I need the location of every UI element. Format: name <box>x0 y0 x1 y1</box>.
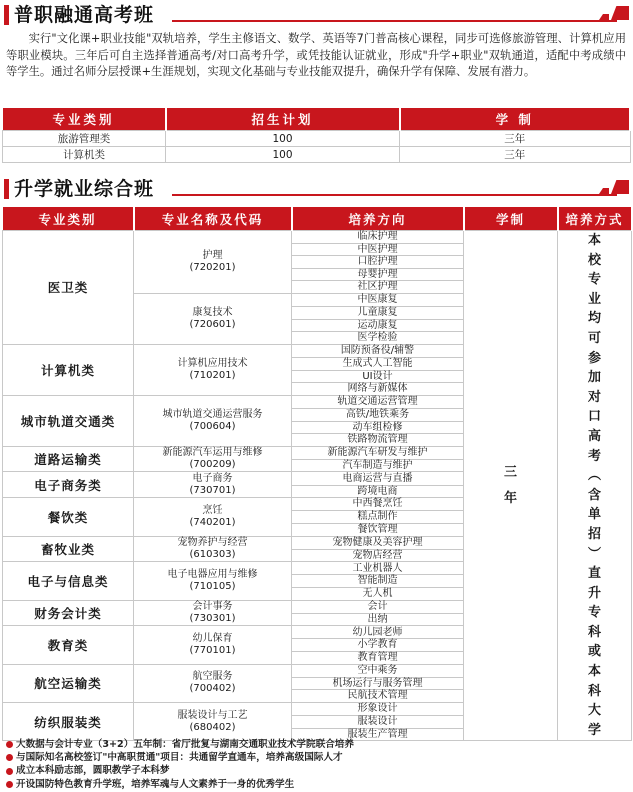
category-cell: 餐饮类 <box>3 498 134 536</box>
major-name: 幼儿保育 <box>192 632 233 644</box>
table-row <box>3 231 632 244</box>
system-char: 年 <box>503 490 517 506</box>
section1-accent-bar <box>4 5 9 25</box>
category-cell: 电子与信息类 <box>3 562 134 600</box>
direction-cell: 宠物健康及美容护理 <box>292 536 464 549</box>
direction-cell: 工业机器人 <box>292 562 464 575</box>
direction-cell: 宠物店经营 <box>292 549 464 562</box>
cell-category: 旅游管理类 <box>3 131 166 147</box>
mode-char: ︵ <box>587 468 601 484</box>
direction-cell: 无人机 <box>292 588 464 601</box>
major-cell <box>134 562 292 600</box>
major-name: 航空服务 <box>192 671 233 683</box>
mode-char: 参 <box>587 350 601 366</box>
major-cell <box>134 626 292 664</box>
direction-cell: 医学检验 <box>292 332 464 345</box>
major-code: (700604) <box>189 420 236 432</box>
section2-table <box>2 207 633 741</box>
direction-cell: 中西餐烹饪 <box>292 498 464 511</box>
direction-cell: 新能源汽车研发与维护 <box>292 446 464 459</box>
direction-cell: 机场运行与服务管理 <box>292 677 464 690</box>
section1-table <box>2 108 631 163</box>
direction-cell: 服装设计 <box>292 716 464 729</box>
mode-char: 对 <box>587 389 601 405</box>
direction-cell: UI设计 <box>292 370 464 383</box>
notes <box>6 738 626 791</box>
section2-header <box>0 176 633 202</box>
category-cell: 畜牧业类 <box>3 536 134 562</box>
direction-cell: 跨境电商 <box>292 485 464 498</box>
section2-rule <box>172 194 617 196</box>
cell-system: 三年 <box>400 131 631 147</box>
direction-cell: 汽车制造与维护 <box>292 459 464 472</box>
major-name: 电子电器应用与维修 <box>167 568 258 580</box>
major-name: 电子商务 <box>192 472 233 484</box>
category-cell: 教育类 <box>3 626 134 664</box>
category-cell: 计算机类 <box>3 344 134 395</box>
mode-char: 含 <box>587 487 601 503</box>
direction-cell: 母婴护理 <box>292 268 464 281</box>
category-cell: 电子商务类 <box>3 472 134 498</box>
mode-char: 单 <box>587 507 601 523</box>
major-cell <box>134 664 292 702</box>
section2-corner-deco-small <box>599 188 609 194</box>
major-cell <box>134 702 292 740</box>
direction-cell: 智能制造 <box>292 575 464 588</box>
section1-corner-deco <box>611 6 629 20</box>
note-text: 大数据与会计专业（3+2）五年制：省厅批复与湖南交通职业技术学院联合培养 <box>16 739 354 750</box>
direction-cell: 教育管理 <box>292 652 464 665</box>
section1-title: 普职融通高考班 <box>14 4 155 26</box>
direction-cell: 高铁/地铁乘务 <box>292 408 464 421</box>
header-direction: 培养方向 <box>292 207 464 231</box>
mode-char: 高 <box>587 428 601 444</box>
mode-char: 本 <box>587 664 601 680</box>
direction-cell: 运动康复 <box>292 319 464 332</box>
major-name: 新能源汽车运用与维修 <box>162 447 263 459</box>
direction-cell: 糕点制作 <box>292 511 464 524</box>
mode-char: 业 <box>587 291 601 307</box>
major-name: 宠物养护与经营 <box>177 536 248 548</box>
direction-cell: 小学教育 <box>292 639 464 652</box>
major-name: 会计事务 <box>192 600 233 612</box>
mode-char: 或 <box>587 644 601 660</box>
direction-cell: 铁路物流管理 <box>292 434 464 447</box>
direction-cell: 国防预备役/辅警 <box>292 344 464 357</box>
major-name: 康复技术 <box>192 306 233 318</box>
cell-plan: 100 <box>166 147 400 163</box>
major-cell <box>134 446 292 472</box>
direction-cell: 中医护理 <box>292 243 464 256</box>
section2-corner-deco <box>611 180 629 194</box>
header-category: 专业类别 <box>3 207 134 231</box>
mode-char: 科 <box>587 683 601 699</box>
mode-char: 学 <box>587 722 601 738</box>
major-cell <box>134 231 292 294</box>
category-cell: 财务会计类 <box>3 600 134 626</box>
direction-cell: 临床护理 <box>292 231 464 244</box>
cell-system: 三年 <box>400 147 631 163</box>
table-row <box>3 147 631 163</box>
direction-cell: 民航技术管理 <box>292 690 464 703</box>
note-text: 与国际知名高校签订"中高职贯通"项目：共通留学直通车，培养高级国际人才 <box>16 752 343 764</box>
category-cell: 医卫类 <box>3 231 134 345</box>
major-code: (730301) <box>189 612 236 624</box>
section1-corner-deco-small <box>599 14 609 20</box>
bullet-icon <box>6 768 13 775</box>
mode-char: 均 <box>587 311 601 327</box>
direction-cell: 出纳 <box>292 613 464 626</box>
note-item <box>6 778 626 791</box>
direction-cell: 中医康复 <box>292 293 464 306</box>
section1-table-header <box>3 108 631 131</box>
system-char: 三 <box>503 464 517 480</box>
bullet-icon <box>6 754 13 761</box>
major-code: (740201) <box>189 516 236 528</box>
mode-char: 本 <box>587 233 601 248</box>
major-code: (730701) <box>189 484 236 496</box>
mode-char: 专 <box>587 272 601 288</box>
category-cell: 纺织服装类 <box>3 702 134 740</box>
category-cell: 道路运输类 <box>3 446 134 472</box>
major-code: (610303) <box>189 548 236 560</box>
note-item <box>6 751 626 764</box>
category-cell: 航空运输类 <box>3 664 134 702</box>
major-code: (700402) <box>189 683 236 695</box>
header-system: 学制 <box>464 207 558 231</box>
direction-cell: 儿童康复 <box>292 307 464 320</box>
bullet-icon <box>6 781 13 788</box>
mode-char: 招 <box>587 526 601 542</box>
major-cell <box>134 536 292 562</box>
direction-cell: 服装生产管理 <box>292 728 464 741</box>
major-name: 城市轨道交通运营服务 <box>162 408 263 420</box>
header-mode: 培养方式 <box>558 207 632 231</box>
direction-cell: 生成式人工智能 <box>292 358 464 371</box>
bullet-icon <box>6 741 13 748</box>
direction-cell: 轨道交通运营管理 <box>292 395 464 408</box>
section1-rule <box>172 20 617 22</box>
direction-cell: 口腔护理 <box>292 256 464 269</box>
mode-char: 可 <box>587 330 601 346</box>
mode-char: 口 <box>587 409 601 425</box>
major-code: (720201) <box>189 261 236 273</box>
section2-table-header <box>3 207 632 231</box>
note-item <box>6 738 626 751</box>
section1-intro: 实行"文化课+职业技能"双轨培养，学生主修语文、数学、英语等7门普高核心课程，同步可选修旅游管理、计算机应用等职业模块。三年后可自主选择普通高考/对口高考升学，或凭技能认证就业，形成"升学+职业"双轨通道，适配中考成绩中等学生。通过名师分层授课+生涯规划，实现文化基础与专业技能双提升，确保升学有保障、发展有潜力。 <box>6 32 626 78</box>
mode-char: 专 <box>587 605 601 621</box>
header-major: 专业名称及代码 <box>134 207 292 231</box>
section2-title: 升学就业综合班 <box>14 178 155 200</box>
major-name: 护理 <box>202 249 223 261</box>
direction-cell: 幼儿园老师 <box>292 626 464 639</box>
system-cell <box>464 231 558 741</box>
major-code: (700209) <box>189 459 236 471</box>
direction-cell: 电商运营与直播 <box>292 472 464 485</box>
major-name: 服装设计与工艺 <box>177 709 248 721</box>
mode-char: 考 <box>587 448 601 464</box>
major-cell <box>134 395 292 446</box>
header-plan: 招生计划 <box>166 108 400 131</box>
mode-cell <box>558 231 632 741</box>
mode-char: 直 <box>587 566 601 582</box>
mode-char: 科 <box>587 624 601 640</box>
header-system: 学 制 <box>400 108 631 131</box>
major-cell <box>134 344 292 395</box>
major-code: (710105) <box>189 580 236 592</box>
mode-char: 加 <box>587 370 601 386</box>
major-cell <box>134 472 292 498</box>
direction-cell: 网络与新媒体 <box>292 383 464 396</box>
major-name: 计算机应用技术 <box>177 357 248 369</box>
direction-cell: 餐饮管理 <box>292 523 464 536</box>
mode-char: 升 <box>587 585 601 601</box>
cell-category: 计算机类 <box>3 147 166 163</box>
direction-cell: 社区护理 <box>292 281 464 294</box>
major-code: (680402) <box>189 721 236 733</box>
major-cell <box>134 293 292 344</box>
table-row <box>3 131 631 147</box>
major-code: (720601) <box>189 318 236 330</box>
section2-accent-bar <box>4 179 9 199</box>
direction-cell: 动车组检修 <box>292 421 464 434</box>
note-item <box>6 764 626 777</box>
major-name: 烹饪 <box>202 504 223 516</box>
mode-char: ︶ <box>587 546 601 562</box>
direction-cell: 会计 <box>292 600 464 613</box>
category-cell: 城市轨道交通类 <box>3 395 134 446</box>
major-code: (710201) <box>189 369 236 381</box>
mode-char: 校 <box>587 252 601 268</box>
note-text: 成立本科励志部，圆职教学子本科梦 <box>16 765 170 777</box>
note-text: 开设国防特色教育升学班，培养军魂与人文素养于一身的优秀学生 <box>16 778 295 790</box>
mode-char: 大 <box>587 703 601 719</box>
section2-table-body <box>3 231 632 741</box>
header-category: 专业类别 <box>3 108 166 131</box>
direction-cell: 形象设计 <box>292 702 464 715</box>
major-cell <box>134 498 292 536</box>
cell-plan: 100 <box>166 131 400 147</box>
section1-header <box>0 2 633 28</box>
major-cell <box>134 600 292 626</box>
major-code: (770101) <box>189 644 236 656</box>
direction-cell: 空中乘务 <box>292 664 464 677</box>
